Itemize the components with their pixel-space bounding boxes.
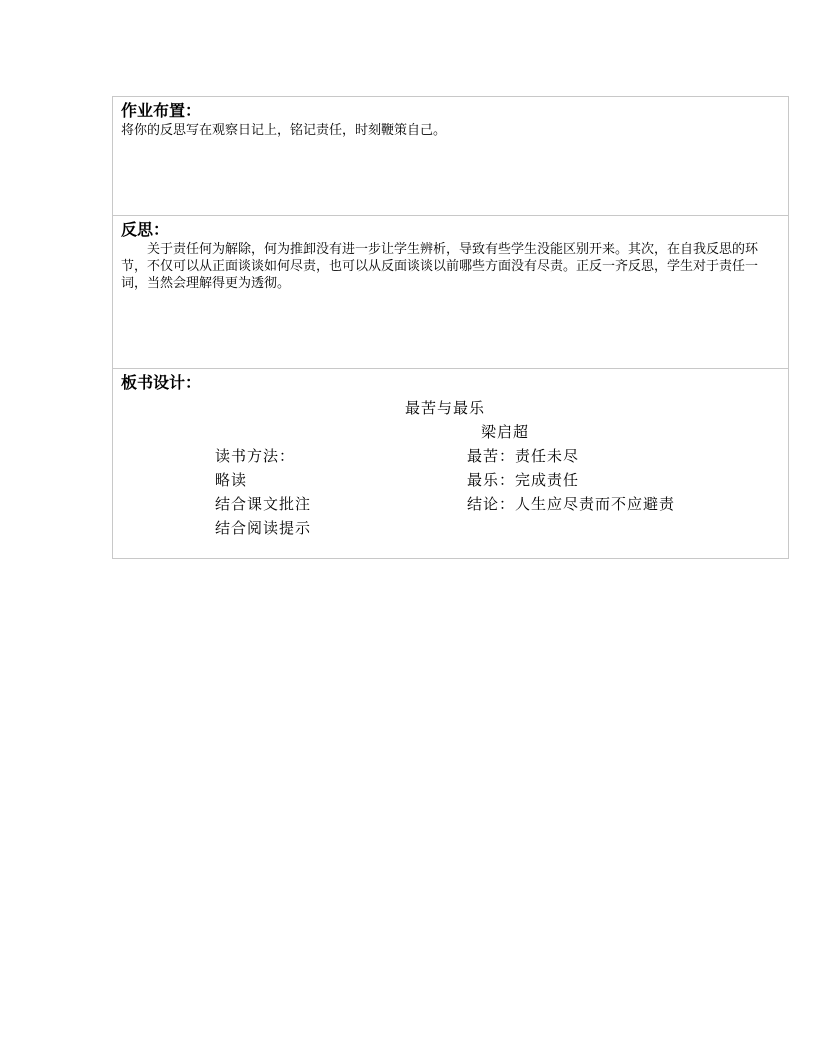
- homework-text: 将你的反思写在观察日记上，铭记责任，时刻鞭策自己。: [121, 123, 447, 138]
- board-left-item: 结合阅读提示: [215, 519, 312, 537]
- board-right-item: 最苦：责任未尽: [467, 447, 580, 465]
- homework-heading: 作业布置：: [121, 101, 202, 120]
- board-design-heading: 板书设计：: [121, 373, 202, 392]
- board-left-item: 读书方法：: [215, 447, 296, 465]
- board-right-item: 最乐：完成责任: [467, 471, 580, 489]
- board-right-item: 结论：人生应尽责而不应避责: [467, 495, 676, 513]
- board-title: 最苦与最乐: [405, 399, 486, 417]
- reflection-heading: 反思：: [121, 220, 170, 239]
- board-design-section: [113, 369, 788, 558]
- reflection-text: 关于责任何为解除，何为推卸没有进一步让学生辨析，导致有些学生没能区别开来。其次，在自我反思的环节，不仅可以从正面谈谈如何尽责，也可以从反面谈谈以前哪些方面没有尽责。正反一齐反思，学生对于责任一词，当然会理解得更为透彻。: [121, 242, 759, 291]
- reflection-section: [113, 216, 788, 369]
- board-author: 梁启超: [481, 423, 530, 441]
- lesson-plan-table: [112, 96, 789, 559]
- homework-section: [113, 97, 788, 216]
- board-left-item: 结合课文批注: [215, 495, 312, 513]
- board-left-item: 略读: [215, 471, 248, 489]
